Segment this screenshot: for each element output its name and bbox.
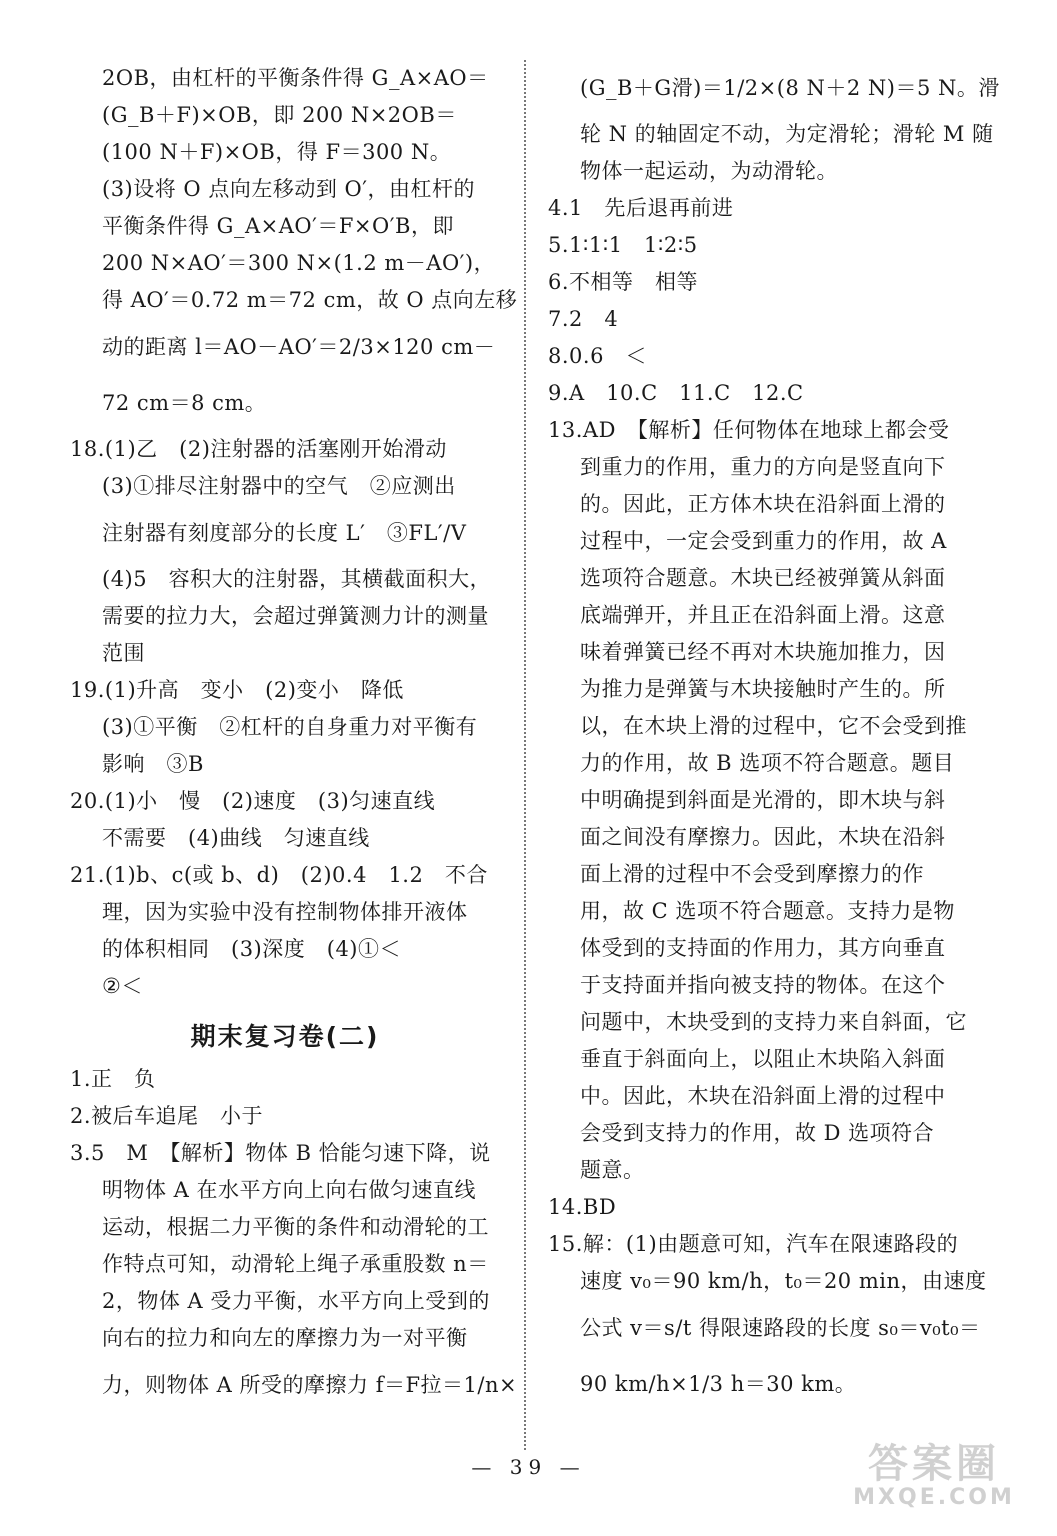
text-line: 2.被后车追尾 小于 <box>70 1104 264 1128</box>
text-line: 200 N×AO′＝300 N×(1.2 m－AO′)， <box>102 251 496 275</box>
text-line: 6.不相等 相等 <box>548 270 699 294</box>
text-line: 体受到的支持面的作用力，其方向垂直 <box>580 936 946 960</box>
left-column <box>70 60 518 1413</box>
text-line: 15.解：(1)由题意可知，汽车在限速路段的 <box>548 1232 959 1256</box>
text-line: 21.(1)b、c(或 b、d) (2)0.4 1.2 不合 <box>70 863 488 887</box>
text-line: 垂直于斜面向上，以阻止木块陷入斜面 <box>580 1047 946 1071</box>
text-line: 2OB，由杠杆的平衡条件得 G_A×AO＝ <box>102 66 489 90</box>
text-line: (G_B＋G滑)＝1/2×(8 N＋2 N)＝5 N。滑 <box>580 76 1000 100</box>
text-line: 公式 v＝s/t 得限速路段的长度 s₀＝v₀t₀＝ <box>580 1316 981 1340</box>
text-line: 于支持面并指向被支持的物体。在这个 <box>580 973 946 997</box>
text-line: 90 km/h×1/3 h＝30 km。 <box>580 1372 857 1396</box>
text-line: 平衡条件得 G_A×AO′＝F×O′B，即 <box>102 214 454 238</box>
column-divider <box>524 60 526 1450</box>
text-line: 问题中，木块受到的支持力来自斜面，它 <box>580 1010 967 1034</box>
text-line: 速度 v₀＝90 km/h，t₀＝20 min，由速度 <box>580 1269 987 1293</box>
text-line: 会受到支持力的作用，故 D 选项符合 <box>580 1121 935 1145</box>
text-line: 9.A 10.C 11.C 12.C <box>548 381 804 405</box>
text-line: 到重力的作用，重力的方向是竖直向下 <box>580 455 946 479</box>
text-line: 向右的拉力和向左的摩擦力为一对平衡 <box>102 1326 468 1350</box>
text-line: 运动，根据二力平衡的条件和动滑轮的工 <box>102 1215 489 1239</box>
text-line: 72 cm＝8 cm。 <box>102 391 267 415</box>
text-line: 动的距离 l＝AO－AO′＝2/3×120 cm－ <box>102 335 496 359</box>
text-line: 为推力是弹簧与木块接触时产生的。所 <box>580 677 946 701</box>
text-line: (G_B＋F)×OB，即 200 N×2OB＝ <box>102 103 457 127</box>
text-line: 14.BD <box>548 1195 617 1219</box>
watermark-text: 答案圈 <box>868 1441 1000 1487</box>
text-line: 作特点可知，动滑轮上绳子承重股数 n＝ <box>102 1252 489 1276</box>
page-number: — 39 — <box>471 1455 586 1479</box>
text-line: (100 N＋F)×OB，得 F＝300 N。 <box>102 140 452 164</box>
text-line: 得 AO′＝0.72 m＝72 cm，故 O 点向左移 <box>102 288 518 312</box>
text-line: 以，在木块上滑的过程中，它不会受到推 <box>580 714 967 738</box>
text-line: 不需要 (4)曲线 匀速直线 <box>102 826 370 850</box>
text-line: 味着弹簧已经不再对木块施加推力，因 <box>580 640 946 664</box>
text-line: 的。因此，正方体木块在沿斜面上滑的 <box>580 492 946 516</box>
text-line: 过程中，一定会受到重力的作用，故 A <box>580 529 947 553</box>
text-line: 18.(1)乙 (2)注射器的活塞刚开始滑动 <box>70 437 447 461</box>
text-line: 选项符合题意。木块已经被弹簧从斜面 <box>580 566 946 590</box>
text-line: 的体积相同 (3)深度 (4)①＜ <box>102 937 401 961</box>
text-line: 物体一起运动，为动滑轮。 <box>580 159 838 183</box>
text-line: 题意。 <box>580 1158 645 1182</box>
text-line: 8.0.6 ＜ <box>548 344 647 368</box>
text-line: 理，因为实验中没有控制物体排开液体 <box>102 900 468 924</box>
text-line: 1.正 负 <box>70 1067 156 1091</box>
text-line: 力的作用，故 B 选项不符合题意。题目 <box>580 751 955 775</box>
section-title: 期末复习卷(二) <box>190 1022 380 1051</box>
text-line: 范围 <box>102 641 145 665</box>
text-line: ②＜ <box>102 974 143 998</box>
text-line: 底端弹开，并且正在沿斜面上滑。这意 <box>580 603 946 627</box>
text-line: (3)①平衡 ②杠杆的自身重力对平衡有 <box>102 715 478 739</box>
text-line: 中。因此，木块在沿斜面上滑的过程中 <box>580 1084 946 1108</box>
text-line: (3)①排尽注射器中的空气 ②应测出 <box>102 474 456 498</box>
text-line: 明物体 A 在水平方向上向右做匀速直线 <box>102 1178 477 1202</box>
watermark-logo <box>829 1436 1039 1516</box>
text-line: 面之间没有摩擦力。因此，木块在沿斜 <box>580 825 946 849</box>
text-line: 19.(1)升高 变小 (2)变小 降低 <box>70 678 404 702</box>
text-line: 中明确提到斜面是光滑的，即木块与斜 <box>580 788 946 812</box>
text-line: (4)5 容积大的注射器，其横截面积大， <box>102 567 492 591</box>
text-line: (3)设将 O 点向左移动到 O′，由杠杆的 <box>102 177 475 201</box>
text-line: 13.AD 【解析】任何物体在地球上都会受 <box>548 418 950 442</box>
text-line: 面上滑的过程中不会受到摩擦力的作 <box>580 862 924 886</box>
right-column <box>548 60 1000 1412</box>
text-line: 轮 N 的轴固定不动，为定滑轮；滑轮 M 随 <box>580 122 994 146</box>
text-line: 20.(1)小 慢 (2)速度 (3)匀速直线 <box>70 789 436 813</box>
text-line: 力，则物体 A 所受的摩擦力 f＝F拉＝1/n× <box>102 1373 518 1397</box>
text-line: 4.1 先后退再前进 <box>548 196 734 220</box>
text-line: 用，故 C 选项不符合题意。支持力是物 <box>580 899 955 923</box>
text-line: 7.2 4 <box>548 307 619 331</box>
text-line: 2，物体 A 受力平衡，水平方向上受到的 <box>102 1289 490 1313</box>
text-line: 5.1∶1∶1 1∶2∶5 <box>548 233 698 257</box>
text-line: 注射器有刻度部分的长度 L′ ③FL′/V <box>102 521 467 545</box>
text-line: 影响 ③B <box>102 752 204 776</box>
text-line: 3.5 M 【解析】物体 B 恰能匀速下降，说 <box>70 1141 491 1165</box>
text-line: 需要的拉力大，会超过弹簧测力计的测量 <box>102 604 489 628</box>
watermark-url: MXQE.COM <box>853 1485 1015 1510</box>
